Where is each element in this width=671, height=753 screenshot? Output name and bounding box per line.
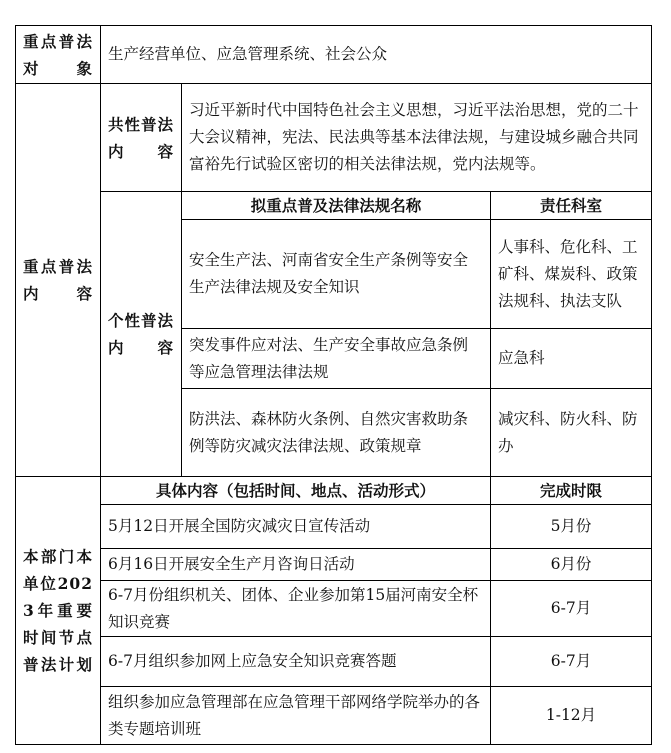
law-name-header: 拟重点普及法律法规名称 xyxy=(182,192,491,220)
law-name: 防洪法、森林防火条例、自然灾害救助条例等防灾减灾法律法规、政策规章 xyxy=(182,389,491,477)
department: 减灾科、防火科、防办 xyxy=(491,389,652,477)
plan-label: 本部门本单位2023年重要时间节点普法计划 xyxy=(16,477,101,745)
plan-row xyxy=(16,637,652,687)
department: 人事科、危化科、工矿科、煤炭科、政策法规科、执法支队 xyxy=(491,220,652,329)
department-header: 责任科室 xyxy=(491,192,652,220)
document-page xyxy=(15,25,652,745)
plan-row xyxy=(16,505,652,549)
law-name: 安全生产法、河南省安全生产条例等安全生产法律法规及安全知识 xyxy=(182,220,491,329)
target-label: 重点普法对象 xyxy=(16,26,101,84)
plan-content: 6-7月份组织机关、团体、企业参加第15届河南安全杯知识竞赛 xyxy=(101,581,491,637)
plan-content: 组织参加应急管理部在应急管理干部网络学院举办的各类专题培训班 xyxy=(101,687,491,745)
plan-deadline: 5月份 xyxy=(491,505,652,549)
plan-deadline: 6月份 xyxy=(491,549,652,581)
law-name: 突发事件应对法、生产安全事故应急条例等应急管理法律法规 xyxy=(182,329,491,389)
target-value: 生产经营单位、应急管理系统、社会公众 xyxy=(101,26,652,84)
plan-content-header: 具体内容（包括时间、地点、活动形式） xyxy=(101,477,491,505)
plan-content: 6-7月组织参加网上应急安全知识竞赛答题 xyxy=(101,637,491,687)
common-content-label: 共性普法内容 xyxy=(101,84,182,192)
plan-row xyxy=(16,549,652,581)
plan-deadline: 1-12月 xyxy=(491,687,652,745)
plan-row xyxy=(16,687,652,745)
plan-header-row xyxy=(16,477,652,505)
content-label: 重点普法内容 xyxy=(16,84,101,477)
individual-header-row xyxy=(16,192,652,220)
deadline-header: 完成时限 xyxy=(491,477,652,505)
plan-row xyxy=(16,581,652,637)
target-row xyxy=(16,26,652,84)
department: 应急科 xyxy=(491,329,652,389)
plan-deadline: 6-7月 xyxy=(491,581,652,637)
law-plan-table xyxy=(15,25,652,745)
plan-content: 5月12日开展全国防灾减灾日宣传活动 xyxy=(101,505,491,549)
individual-content-label: 个性普法内容 xyxy=(101,192,182,477)
common-content-row xyxy=(16,84,652,192)
common-content-text: 习近平新时代中国特色社会主义思想，习近平法治思想，党的二十大会议精神，宪法、民法典等基本法律法规，与建设城乡融合共同富裕先行试验区密切的相关法律法规，党内法规等。 xyxy=(182,84,652,192)
plan-deadline: 6-7月 xyxy=(491,637,652,687)
plan-content: 6月16日开展安全生产月咨询日活动 xyxy=(101,549,491,581)
